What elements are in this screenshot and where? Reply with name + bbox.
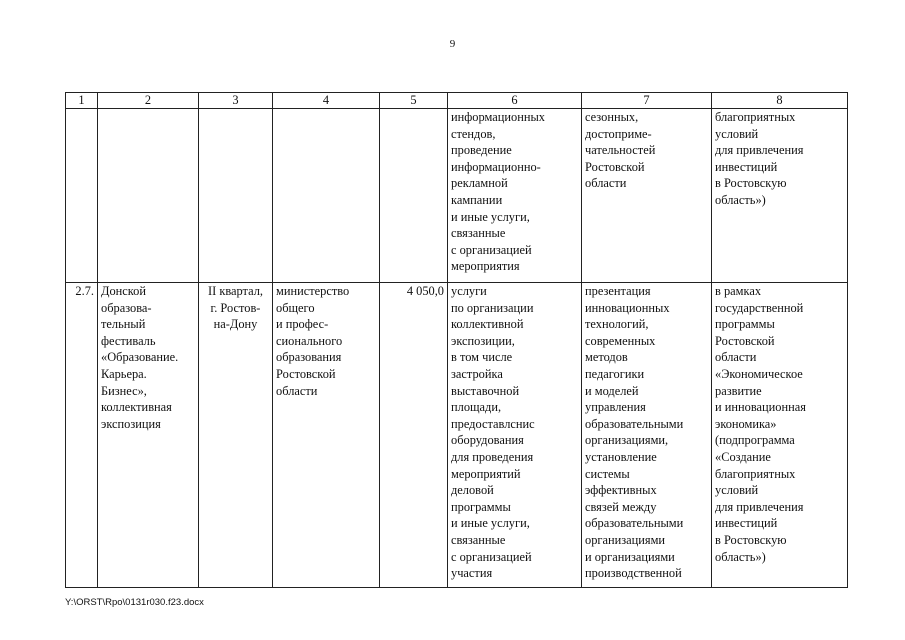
cell-text-line: тельный (101, 317, 146, 332)
cell-text-line: предоставлснис (451, 416, 535, 431)
cell-text-line: по организации (451, 300, 534, 315)
goal-cell (582, 109, 712, 283)
cell-text-line: (подпрограмма (715, 433, 795, 448)
date-place-cell (199, 109, 273, 283)
cell-text-line: и моделей (585, 383, 639, 398)
cell-text-line: эффективных (585, 483, 657, 498)
cell-text-line: застройка (451, 366, 503, 381)
cell-text-line: области (276, 383, 318, 398)
cell-text-line: коллективной (451, 317, 524, 332)
cell-text-line: и профес- (276, 317, 329, 332)
cell-text-line: «Образование. (101, 350, 179, 365)
amount-cell (380, 283, 448, 588)
organizer-cell (273, 283, 380, 588)
cell-text-line: условий (715, 126, 759, 141)
services-cell (448, 283, 582, 588)
cell-text-line: и организациями (585, 549, 675, 564)
cell-text-line: управления (585, 400, 646, 415)
cell-text-line: Карьера. (101, 366, 147, 381)
cell-text-line: Ростовской (276, 366, 336, 381)
column-header-6: 6 (448, 93, 582, 109)
column-header-7: 7 (582, 93, 712, 109)
event-name-cell (98, 283, 199, 588)
organizer-cell (273, 109, 380, 283)
cell-text-line: для проведения (451, 449, 534, 464)
cell-text-line: стендов, (451, 126, 496, 141)
amount-cell (380, 109, 448, 283)
cell-text-line: мероприятия (451, 259, 520, 274)
column-header-3: 3 (199, 93, 273, 109)
date-place-cell (199, 283, 273, 588)
table-row (66, 283, 848, 588)
cell-text-line: экспозиция (101, 416, 161, 431)
document-table (65, 92, 848, 588)
cell-text-line: инвестиций (715, 516, 778, 531)
row-number-cell (66, 109, 98, 283)
cell-text-line: условий (715, 483, 759, 498)
cell-text-line: для привлечения (715, 499, 804, 514)
event-name-cell (98, 109, 199, 283)
cell-text-line: благоприятных (715, 110, 796, 124)
column-header-8: 8 (712, 93, 848, 109)
cell-text-line: организациями (585, 532, 666, 547)
file-path-footer: Y:\ORST\Rpo\0131r030.f23.docx (65, 597, 204, 608)
cell-text-line: связанные (451, 532, 506, 547)
cell-text-line: образования (276, 350, 342, 365)
cell-text-line: образовательными (585, 416, 684, 431)
cell-text-line: Ростовской (715, 333, 775, 348)
cell-text-line: развитие (715, 383, 762, 398)
cell-text-line: министерство (276, 284, 350, 298)
cell-text-line: II квартал, (207, 284, 264, 298)
cell-text-line: инвестиций (715, 159, 778, 174)
cell-text-line: презентация (585, 284, 651, 298)
cell-text-line: 2.7. (75, 284, 94, 298)
cell-text-line: в Ростовскую (715, 532, 787, 547)
cell-text-line: область») (715, 549, 766, 564)
cell-text-line: сезонных, (585, 110, 639, 124)
column-header-1: 1 (66, 93, 98, 109)
column-header-2: 2 (98, 93, 199, 109)
cell-text-line: информационных (451, 110, 545, 124)
cell-text-line: «Экономическое (715, 366, 803, 381)
cell-text-line: методов (585, 350, 628, 365)
cell-text-line: общего (276, 300, 315, 315)
cell-text-line: проведение (451, 143, 512, 158)
cell-text-line: благоприятных (715, 466, 796, 481)
cell-text-line: сионального (276, 333, 343, 348)
cell-text-line: услуги (451, 284, 487, 298)
cell-text-line: в Ростовскую (715, 176, 787, 191)
page-number: 9 (449, 38, 456, 50)
cell-text-line: с организацией (451, 549, 532, 564)
cell-text-line: Ростовской (585, 159, 645, 174)
cell-text-line: достоприме- (585, 126, 652, 141)
cell-text-line: «Создание (715, 449, 771, 464)
cell-text-line: инновационных (585, 300, 670, 315)
cell-text-line: и иные услуги, (451, 209, 530, 224)
cell-text-line: образовательными (585, 516, 684, 531)
cell-text-line: образова- (101, 300, 152, 315)
cell-text-line: информационно- (451, 159, 541, 174)
column-header-5: 5 (380, 93, 448, 109)
cell-text-line: связанные (451, 226, 506, 241)
cell-text-line: и инновационная (715, 400, 806, 415)
cell-text-line: с организацией (451, 242, 532, 257)
cell-text-line: современных (585, 333, 656, 348)
goal-cell (582, 283, 712, 588)
cell-text-line: области (585, 176, 627, 191)
cell-text-line: области (715, 350, 757, 365)
cell-text-line: и иные услуги, (451, 516, 530, 531)
cell-text-line: организациями, (585, 433, 669, 448)
cell-text-line: Бизнес», (101, 383, 147, 398)
column-number-row (66, 93, 848, 109)
column-header-4: 4 (273, 93, 380, 109)
cell-text-line: коллективная (101, 400, 172, 415)
cell-text-line: технологий, (585, 317, 649, 332)
cell-text-line: связей между (585, 499, 657, 514)
cell-text-line: рекламной (451, 176, 508, 191)
cell-text-line: в рамках (715, 284, 762, 298)
cell-text-line: программы (451, 499, 511, 514)
cell-text-line: кампании (451, 192, 503, 207)
program-cell (712, 109, 848, 283)
cell-text-line: Донской (101, 284, 146, 298)
cell-text-line: системы (585, 466, 630, 481)
cell-text-line: чательностей (585, 143, 656, 158)
cell-text-line: г. Ростов- (210, 300, 261, 315)
cell-text-line: программы (715, 317, 775, 332)
cell-text-line: оборудования (451, 433, 524, 448)
cell-text-line: мероприятий (451, 466, 521, 481)
cell-text-line: экспозиции, (451, 333, 515, 348)
program-cell (712, 283, 848, 588)
cell-text-line: для привлечения (715, 143, 804, 158)
table-row (66, 109, 848, 283)
cell-text-line: выставочной (451, 383, 520, 398)
cell-text-line: фестиваль (101, 333, 156, 348)
row-number-cell (66, 283, 98, 588)
services-cell (448, 109, 582, 283)
cell-text-line: участия (451, 566, 493, 581)
cell-text-line: производственной (585, 566, 682, 581)
cell-text-line: установление (585, 449, 657, 464)
cell-text-line: область») (715, 192, 766, 207)
cell-text-line: экономика» (715, 416, 777, 431)
cell-text-line: на-Дону (213, 317, 258, 332)
cell-text-line: в том числе (451, 350, 513, 365)
cell-text-line: площади, (451, 400, 502, 415)
cell-text-line: деловой (451, 483, 494, 498)
cell-text-line: педагогики (585, 366, 645, 381)
cell-text-line: 4 050,0 (406, 284, 444, 298)
cell-text-line: государственной (715, 300, 804, 315)
